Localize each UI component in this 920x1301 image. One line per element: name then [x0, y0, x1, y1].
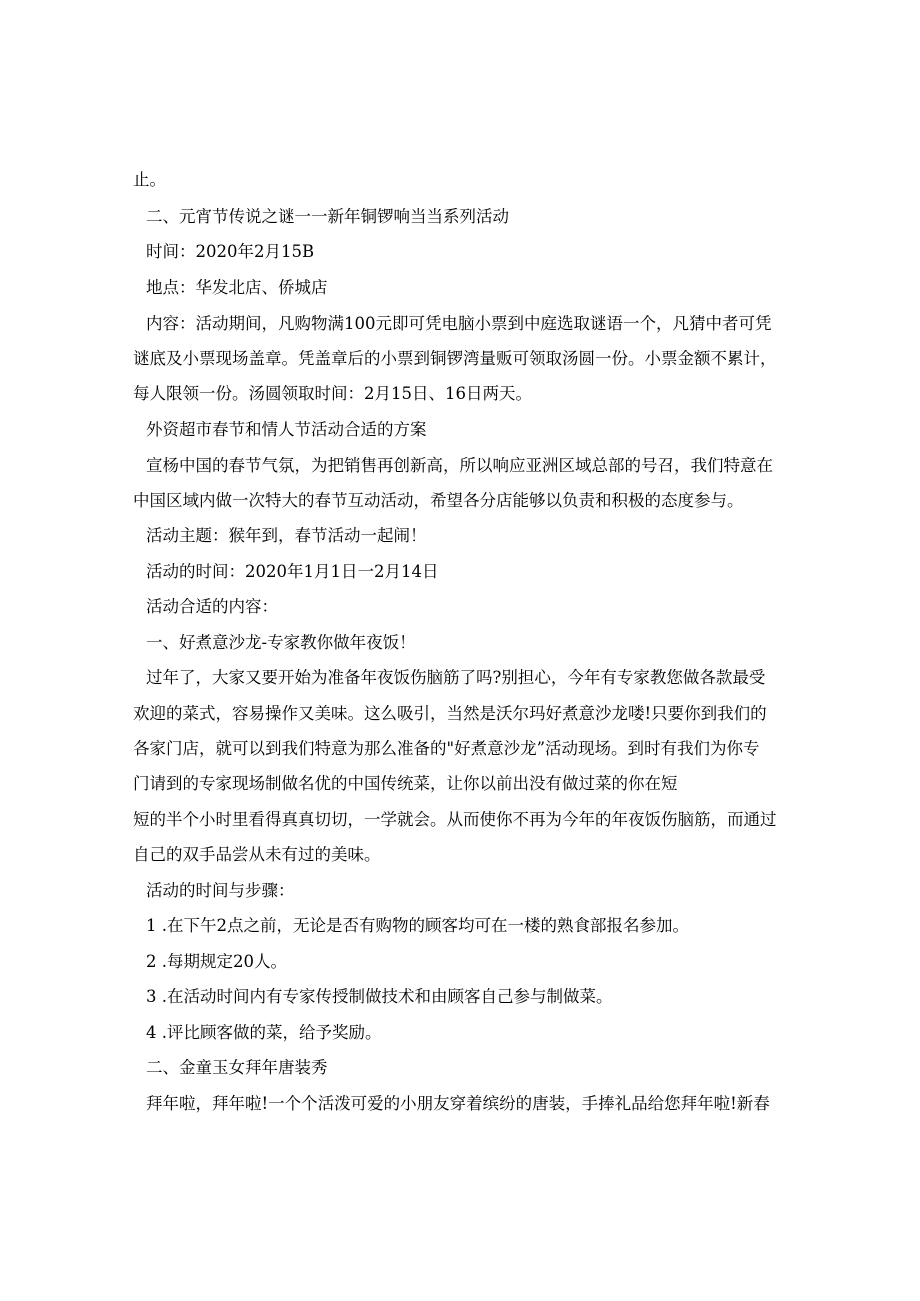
paragraph-line: 过年了，大家又要开始为准备年夜饭伤脑筋了吗?别担心，今年有专家教您做各款最受	[146, 668, 766, 687]
paragraph-line: 门请到的专家现场制做名优的中国传统菜，让你以前出没有做过菜的你在短	[133, 774, 678, 793]
event-time: 时间：2020年2月15B	[146, 242, 315, 261]
paragraph-line: 欢迎的菜式，容易操作又美味。这么吸引，当然是沃尔玛好煮意沙龙喽!只要你到我们的	[133, 704, 767, 723]
paragraph-line: 内容：活动期间，凡购物满100元即可凭电脑小票到中庭选取谜语一个，凡猜中者可凭	[146, 314, 772, 333]
document-title: 外资超市春节和情人节活动合适的方案	[146, 420, 427, 439]
section-heading: 一、好煮意沙龙-专家教你做年夜饭！	[146, 633, 416, 652]
step-item: 3 .在活动时间内有专家传授制做技术和由顾客自己参与制做菜。	[146, 987, 613, 1006]
step-item: 1 .在下午2点之前，无论是否有购物的顾客均可在一楼的熟食部报名参加。	[146, 916, 689, 935]
event-location: 地点：华发北店、侨城店	[146, 278, 328, 297]
paragraph-line: 每人限领一份。汤圆领取时间：2月15日、16日两天。	[133, 384, 532, 403]
paragraph-line: 短的半个小时里看得真真切切，一学就会。从而使你不再为今年的年夜饭伤脑筋，而通过	[133, 810, 777, 829]
activity-content-label: 活动合适的内容：	[146, 597, 278, 616]
steps-heading: 活动的时间与步骤：	[146, 881, 295, 900]
paragraph-line: 中国区域内做一次特大的春节互动活动，希望各分店能够以负责和积极的态度参与。	[133, 491, 744, 510]
paragraph-line: 各家门店，就可以到我们特意为那么准备的"好煮意沙龙”活动现场。到时有我们为你专	[133, 739, 760, 758]
section-heading: 二、金童玉女拜年唐装秀	[146, 1058, 328, 1077]
step-item: 2 .每期规定20人。	[146, 952, 287, 971]
step-item: 4 .评比顾客做的菜，给予奖励。	[146, 1023, 382, 1042]
paragraph-line: 谜底及小票现场盖章。凭盖章后的小票到铜锣湾量贩可领取汤圆一份。小票金额不累计，	[133, 349, 777, 368]
paragraph-line: 宣杨中国的春节气氛，为把销售再创新高，所以响应亚洲区域总部的号召，我们特意在	[146, 456, 773, 475]
paragraph-line: 拜年啦，拜年啦!一个个活泼可爱的小朋友穿着缤纷的唐装，手捧礼品给您拜年啦!新春	[146, 1094, 770, 1113]
paragraph-line: 自己的双手品尝从未有过的美味。	[133, 845, 381, 864]
section-heading: 二、元宵节传说之谜一一新年铜锣响当当系列活动	[146, 207, 509, 226]
paragraph-line: 止。	[133, 170, 166, 189]
activity-time: 活动的时间：2020年1月1日一2月14日	[146, 562, 439, 581]
activity-theme: 活动主题：猴年到，春节活动一起闹！	[146, 526, 427, 545]
